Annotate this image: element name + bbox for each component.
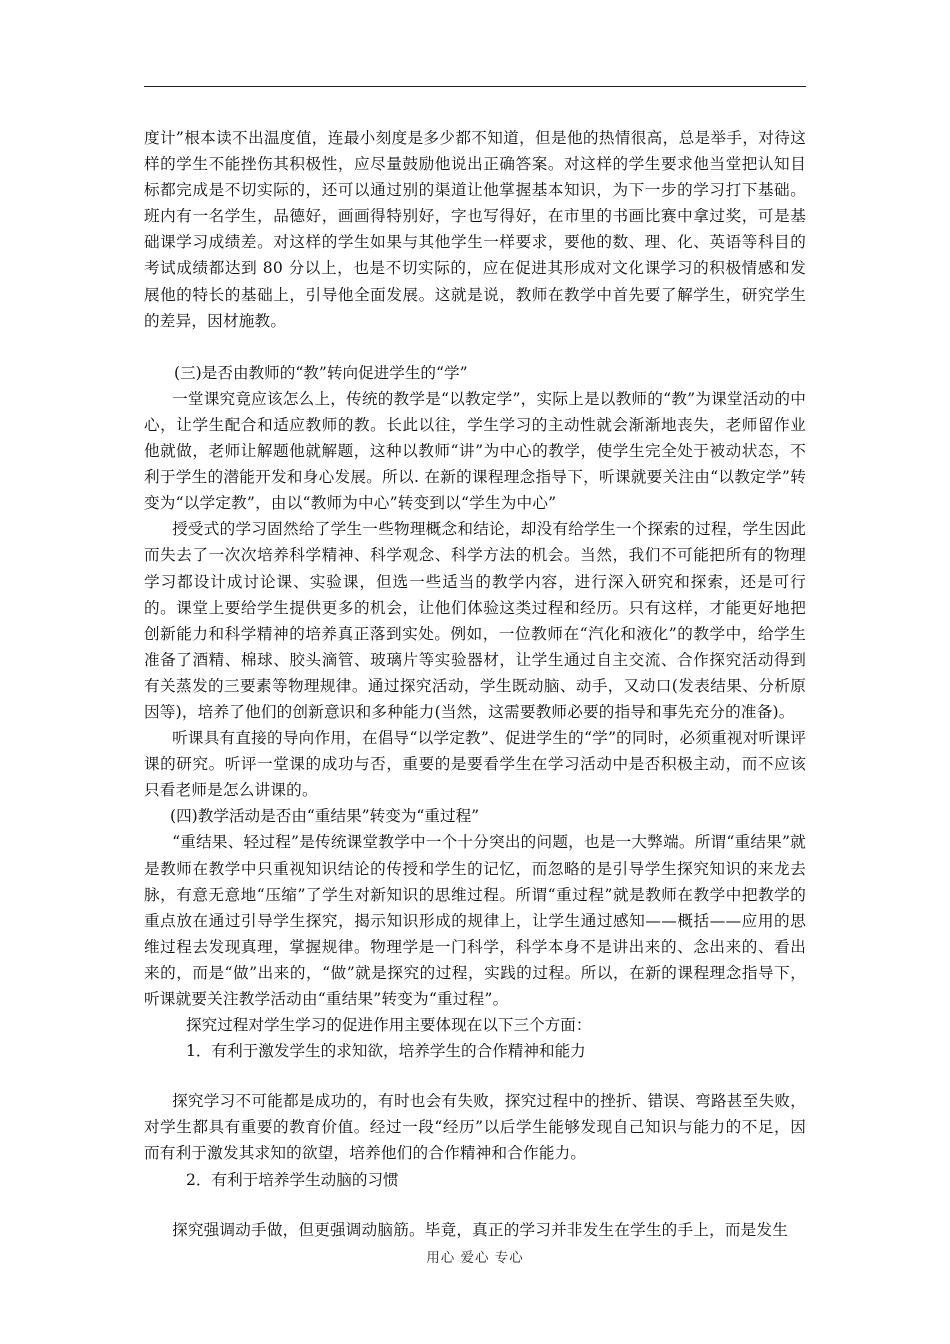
page-footer: 用心 爱心 专心	[426, 1250, 524, 1266]
header-rule	[144, 86, 806, 87]
list-item-1: 1．有利于激发学生的求知欲，培养学生的合作精神和能力	[186, 1042, 586, 1061]
list-item-2: 2．有利于培养学生动脑的习惯	[186, 1170, 399, 1189]
paragraph-3: 授受式的学习固然给了学生一些物理概念和结论，却没有给学生一个探索的过程，学生因此而失去了一次次培养科学精神、科学观念、科学方法的机会。当然，我们不可能把所有的物理学习都设计成讨论课、实验课，但选一些适当的教学内容，进行深入研究和探索，还是可行的。课堂上要给学生提供更多的机会，让他们体验这类过程和经历。只有这样，才能更好地把创新能力和科学精神的培养真正落到实处。例如，一位教师在“汽化和液化”的教学中，给学生准备了酒精、棉球、胶头滴管、玻璃片等实验器材，让学生通过自主交流、合作探究活动得到有关蒸发的三要素等物理规律。通过探究活动，学生既动脑、动手，又动口(发表结果、分析原因等)，培养了他们的创新意识和多种能力(当然，这需要教师必要的指导和事先充分的准备)。	[144, 520, 806, 721]
paragraph-1: 度计”根本读不出温度值，连最小刻度是多少都不知道，但是他的热情很高，总是举手，对待这样的学生不能挫伤其积极性，应尽量鼓励他说出正确答案。对这样的学生要求他当堂把认知目标都完成是不切实际的，还可以通过别的渠道让他掌握基本知识，为下一步的学习打下基础。班内有一名学生，品德好，画画得特别好，字也写得好，在市里的书画比赛中拿过奖，可是基础课学习成绩差。对这样的学生如果与其他学生一样要求，要他的数、理、化、英语等科目的考试成绩都达到 80 分以上，也是不切实际的，应在促进其形成对文化课学习的积极情感和发展他的特长的基础上，引导他全面发展。这就是说，教师在教学中首先要了解学生，研究学生的差异，因材施教。	[144, 129, 806, 330]
paragraph-2: 一堂课究竟应该怎么上，传统的教学是“以教定学”，实际上是以教师的“教”为课堂活动的中心，让学生配合和适应教师的教。长此以往，学生学习的主动性就会渐渐地丧失，老师留作业他就做，老师让解题他就解题，这种以教师“讲”为中心的教学，使学生完全处于被动状态，不利于学生的潜能开发和身心发展。所以. 在新的课程理念指导下，听课就要关注由“以教定学”转变为“以学定教”，由以“教师为中心”转变到以“学生为中心”	[144, 389, 806, 513]
paragraph-8: 探究强调动手做，但更强调动脑筋。毕竟，真正的学习并非发生在学生的手上，而是发生	[172, 1220, 789, 1239]
document-body	[144, 125, 806, 1243]
paragraph-6: 探究过程对学生学习的促进作用主要体现在以下三个方面：	[186, 1016, 592, 1035]
paragraph-4: 听课具有直接的导向作用，在倡导“以学定教”、促进学生的“学”的同时，必须重视对听课评课的研究。听评一堂课的成功与否，重要的是要看学生在学习活动中是否积极主动，而不应该只看老师是怎么讲课的。	[144, 729, 806, 800]
paragraph-5: “重结果、轻过程”是传统课堂教学中一个十分突出的问题，也是一大弊端。所谓“重结果”就是教师在教学中只重视知识结论的传授和学生的记忆，而忽略的是引导学生探究知识的来龙去脉，有意无意地“压缩”了学生对新知识的思维过程。所谓“重过程”就是教师在教学中把教学的重点放在通过引导学生探究，揭示知识形成的规律上，让学生通过感知——概括——应用的思维过程去发现真理，掌握规律。物理学是一门科学，科学本身不是讲出来的、念出来的、看出来的，而是“做”出来的，“做”就是探究的过程，实践的过程。所以，在新的课程理念指导下，听课就要关注教学活动由“重结果”转变为“重过程”。	[144, 833, 806, 1008]
section-heading-3: (三)是否由教师的“教”转向促进学生的“学”	[174, 363, 468, 382]
section-heading-4: (四)教学活动是否由“重结果”转变为“重过程”	[170, 807, 480, 826]
paragraph-7: 探究学习不可能都是成功的，有时也会有失败，探究过程中的挫折、错误、弯路甚至失败，对学生都具有重要的教育价值。经过一段“经历”以后学生能够发现自己知识与能力的不足，因而有利于激发其求知的欲望，培养他们的合作精神和合作能力。	[144, 1092, 806, 1163]
